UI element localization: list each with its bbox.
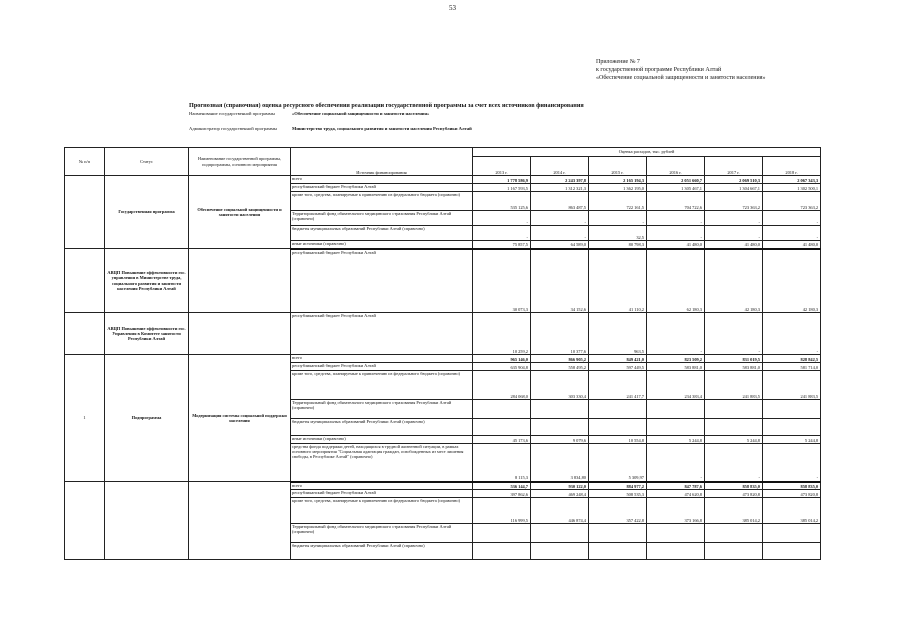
expense-value-cell (589, 524, 647, 543)
row-status: АВЦП Повышение эффективности гос. Управления в Комитете занятости Республики Алтай (105, 313, 189, 355)
expense-value-cell: 965 146,0 (473, 355, 531, 363)
funding-source-cell: кроме того, средства, планируемые к привлечению из федерального бюджета (справочно) (291, 192, 473, 211)
expense-value-cell: 373 166,8 (647, 498, 705, 524)
expense-value-cell: 581 714,0 (763, 363, 821, 371)
expense-value-cell: 535 125,6 (473, 192, 531, 211)
expense-value-cell: 30 073,3 (473, 249, 531, 313)
expense-value-cell: - (647, 444, 705, 482)
funding-source-cell: Территориальный фонд обязательного медицинского страхования Республики Алтай (справочно) (291, 211, 473, 226)
header-num: № п/п (65, 148, 105, 176)
expense-value-cell: - (531, 226, 589, 241)
expense-value-cell: 858 835,0 (705, 482, 763, 490)
funding-source-cell: республиканский бюджет Республики Алтай (291, 249, 473, 313)
expense-value-cell: - (531, 211, 589, 226)
expense-value-cell: 847 787,6 (647, 482, 705, 490)
expense-value-cell: 357 422,8 (589, 498, 647, 524)
expense-value-cell: 42 180,3 (763, 249, 821, 313)
header-source: Источник финансирования (291, 148, 473, 176)
row-program-name: Модернизация системы социальной поддержки населения (189, 355, 291, 482)
header-year: 2016 г. (647, 157, 705, 176)
expense-value-cell: 1 312 321,3 (531, 184, 589, 192)
expense-value-cell: 385 014,2 (705, 498, 763, 524)
table-row (65, 313, 821, 355)
row-num (65, 176, 105, 249)
expense-value-cell (473, 543, 531, 560)
expense-value-cell: 558 495,2 (531, 363, 589, 371)
expense-value-cell: 284 068,0 (473, 371, 531, 400)
resource-table (64, 147, 821, 560)
expense-value-cell: 41 480,0 (763, 241, 821, 249)
expense-value-cell: 2 243 397,8 (531, 176, 589, 184)
expense-value-cell: - (473, 226, 531, 241)
funding-source-cell: Территориальный фонд обязательного медицинского страхования Республики Алтай (справочно) (291, 524, 473, 543)
expense-value-cell: 42 180,3 (705, 249, 763, 313)
expense-value-cell: 831 019,5 (705, 355, 763, 363)
expense-value-cell: 828 842,5 (763, 355, 821, 363)
expense-value-cell: 849 421,0 (589, 355, 647, 363)
expense-value-cell (763, 524, 821, 543)
expense-value-cell (705, 543, 763, 560)
expense-value-cell: 41 110,2 (589, 249, 647, 313)
expense-value-cell (531, 419, 589, 436)
document-title: Прогнозная (справочная) оценка ресурсного обеспечения реализации государственной программы за счет всех источников финансирования (189, 102, 584, 109)
appendix-line-3: «Обеспечение социальной защищенности и занятости населения» (596, 75, 766, 81)
expense-value-cell: - (763, 313, 821, 355)
expense-value-cell: 8 115,3 (473, 444, 531, 482)
funding-source-cell: кроме того, средства, планируемые к привлечению из федерального бюджета (справочно) (291, 371, 473, 400)
expense-value-cell: 2 067 343,3 (763, 176, 821, 184)
funding-source-cell: республиканский бюджет Республики Алтай (291, 313, 473, 355)
row-num: 1 (65, 355, 105, 482)
expense-value-cell: - (647, 211, 705, 226)
program-value: «Обеспечение социальной защищенности и занятости населения» (292, 111, 430, 116)
expense-value-cell: 536 144,7 (473, 482, 531, 490)
funding-source-cell: республиканский бюджет Республики Алтай (291, 184, 473, 192)
funding-source-cell: республиканский бюджет Республики Алтай (291, 490, 473, 498)
expense-value-cell: 1 167 593,5 (473, 184, 531, 192)
expense-value-cell: - (705, 211, 763, 226)
expense-value-cell: 2 165 194,3 (589, 176, 647, 184)
expense-value-cell: 1 305 467,1 (647, 184, 705, 192)
header-year: 2013 г. (473, 157, 531, 176)
funding-source-cell: средства фонда поддержки детей, находящихся в трудной жизненной ситуации, в рамках основного мероприятия "Социальная адаптация граждан, освобожденных из мест лишения свободы, в Республике Алтай" (справочно) (291, 444, 473, 482)
expense-value-cell: 9 079,6 (531, 436, 589, 444)
expense-value-cell (705, 419, 763, 436)
table-row (65, 482, 821, 490)
row-program-name: Обеспечение социальной защищенности и занятости населения (189, 176, 291, 249)
expense-value-cell (531, 400, 589, 419)
row-status: АВЦП Повышение эффективности гос. управления в Министерстве труда, социального развития и занятости населения Республики Алтай (105, 249, 189, 313)
expense-value-cell: - (763, 226, 821, 241)
expense-value-cell: 10 259,2 (473, 313, 531, 355)
expense-value-cell: 5 309,97 (589, 444, 647, 482)
expense-value-cell: 1 778 586,9 (473, 176, 531, 184)
expense-value-cell: 75 857,5 (473, 241, 531, 249)
expense-value-cell: 704 722,6 (647, 192, 705, 211)
header-year: 2018 г. (763, 157, 821, 176)
expense-value-cell: 446 874,4 (531, 498, 589, 524)
expense-value-cell: 930 122,0 (531, 482, 589, 490)
expense-value-cell: 45 173,6 (473, 436, 531, 444)
funding-source-cell: всего (291, 482, 473, 490)
expense-value-cell (763, 543, 821, 560)
expense-value-cell: 723 363,2 (705, 192, 763, 211)
expense-value-cell: 234 383,4 (647, 371, 705, 400)
expense-value-cell: 32,5 (589, 226, 647, 241)
expense-value-cell: 5 244,8 (763, 436, 821, 444)
expense-value-cell: - (647, 226, 705, 241)
expense-value-cell: 1 304 667,1 (705, 184, 763, 192)
funding-source-cell: бюджеты муниципальных образований Республики Алтай (справочно) (291, 226, 473, 241)
row-program-name (189, 249, 291, 313)
expense-value-cell: 397 862,6 (473, 490, 531, 498)
header-year: 2015 г. (589, 157, 647, 176)
funding-source-cell: иные источники (справочно) (291, 241, 473, 249)
expense-value-cell: 1 362 195,0 (589, 184, 647, 192)
expense-value-cell: - (763, 444, 821, 482)
page-number: 53 (449, 4, 456, 12)
expense-value-cell (647, 400, 705, 419)
expense-value-cell: 474 620,8 (647, 490, 705, 498)
funding-source-cell: иные источники (справочно) (291, 436, 473, 444)
expense-value-cell: 241 883,5 (705, 371, 763, 400)
expense-value-cell: 5 244,8 (705, 436, 763, 444)
expense-value-cell: 884 977,2 (589, 482, 647, 490)
expense-value-cell: - (473, 211, 531, 226)
expense-value-cell: 241 883,5 (763, 371, 821, 400)
expense-value-cell: 303 330,4 (531, 371, 589, 400)
expense-value-cell: 241 417,7 (589, 371, 647, 400)
row-num (65, 482, 105, 560)
expense-value-cell (473, 400, 531, 419)
expense-value-cell: 863 487,5 (531, 192, 589, 211)
row-num (65, 249, 105, 313)
expense-value-cell: 469 248,4 (531, 490, 589, 498)
expense-value-cell: 866 905,2 (531, 355, 589, 363)
expense-value-cell (531, 543, 589, 560)
expense-value-cell (589, 400, 647, 419)
expense-value-cell: 823 509,2 (647, 355, 705, 363)
funding-source-cell: кроме того, средства, планируемые к привлечению из федерального бюджета (справочно) (291, 498, 473, 524)
funding-source-cell: республиканский бюджет Республики Алтай (291, 363, 473, 371)
expense-value-cell (647, 543, 705, 560)
expense-value-cell: 722 161,5 (589, 192, 647, 211)
expense-value-cell: 41 480,0 (647, 241, 705, 249)
header-status: Статус (105, 148, 189, 176)
expense-value-cell: 385 014,2 (763, 498, 821, 524)
expense-value-cell (589, 419, 647, 436)
admin-value: Министерство труда, социального развития и занятости населения Республики Алтай (292, 126, 472, 131)
expense-value-cell: 5 244,8 (647, 436, 705, 444)
expense-value-cell: 583 881,0 (647, 363, 705, 371)
expense-value-cell (705, 524, 763, 543)
expense-value-cell: 583 881,0 (705, 363, 763, 371)
expense-value-cell (763, 419, 821, 436)
expense-value-cell (763, 400, 821, 419)
expense-value-cell: 473 820,8 (705, 490, 763, 498)
row-program-name (189, 313, 291, 355)
expense-value-cell: 597 449,5 (589, 363, 647, 371)
expense-value-cell (589, 543, 647, 560)
funding-source-cell: Территориальный фонд обязательного медицинского страхования Республики Алтай (справочно) (291, 400, 473, 419)
expense-value-cell: 116 999,5 (473, 498, 531, 524)
table-row (65, 249, 821, 313)
expense-value-cell: 635 904,8 (473, 363, 531, 371)
expense-value-cell: 34 152,6 (531, 249, 589, 313)
expense-value-cell: - (705, 226, 763, 241)
expense-value-cell (705, 400, 763, 419)
appendix-line-2: к государственной программе Республики Алтай (596, 67, 722, 73)
appendix-note (596, 58, 765, 82)
table-row (65, 176, 821, 184)
expense-value-cell: 80 798,3 (589, 241, 647, 249)
funding-source-cell: всего (291, 176, 473, 184)
row-program-name (189, 482, 291, 560)
expense-value-cell: 10 377,6 (531, 313, 589, 355)
expense-value-cell: - (589, 211, 647, 226)
expense-value-cell (647, 419, 705, 436)
funding-source-cell: всего (291, 355, 473, 363)
funding-source-cell: бюджеты муниципальных образований Республики Алтай (справочно) (291, 543, 473, 560)
row-status: Государственная программа (105, 176, 189, 249)
row-status: Подпрограмма (105, 355, 189, 482)
admin-label: Администратор государственной программы (189, 126, 278, 131)
expense-value-cell: 473 820,8 (763, 490, 821, 498)
table-row (65, 355, 821, 363)
row-num (65, 313, 105, 355)
expense-value-cell: - (705, 313, 763, 355)
expense-value-cell: 41 480,0 (705, 241, 763, 249)
expense-value-cell: - (763, 211, 821, 226)
program-label: Наименование государственной программы (189, 111, 275, 116)
header-year: 2014 г. (531, 157, 589, 176)
expense-value-cell: - (647, 313, 705, 355)
expense-value-cell: 3 834,80 (531, 444, 589, 482)
expense-value-cell (531, 524, 589, 543)
expense-value-cell: 62 180,3 (647, 249, 705, 313)
header-year: 2017 г. (705, 157, 763, 176)
expense-value-cell: 2 069 510,3 (705, 176, 763, 184)
expense-value-cell: 64 589,0 (531, 241, 589, 249)
expense-value-cell (473, 419, 531, 436)
expense-value-cell: 963,5 (589, 313, 647, 355)
expense-value-cell: 508 535,3 (589, 490, 647, 498)
expense-value-cell: - (705, 444, 763, 482)
row-status (105, 482, 189, 560)
funding-source-cell: бюджеты муниципальных образований Республики Алтай (справочно) (291, 419, 473, 436)
expense-value-cell: 858 835,0 (763, 482, 821, 490)
expense-value-cell: 723 363,2 (763, 192, 821, 211)
expense-value-cell: 1 302 500,1 (763, 184, 821, 192)
header-expense: Оценка расходов, тыс. рублей (473, 148, 821, 157)
expense-value-cell (647, 524, 705, 543)
expense-value-cell: 2 051 660,7 (647, 176, 705, 184)
expense-value-cell (473, 524, 531, 543)
header-name: Наименование государственной программы, подпрограммы, основного мероприятия (189, 148, 291, 176)
appendix-line-1: Приложение № 7 (596, 59, 640, 65)
expense-value-cell: 10 554,8 (589, 436, 647, 444)
